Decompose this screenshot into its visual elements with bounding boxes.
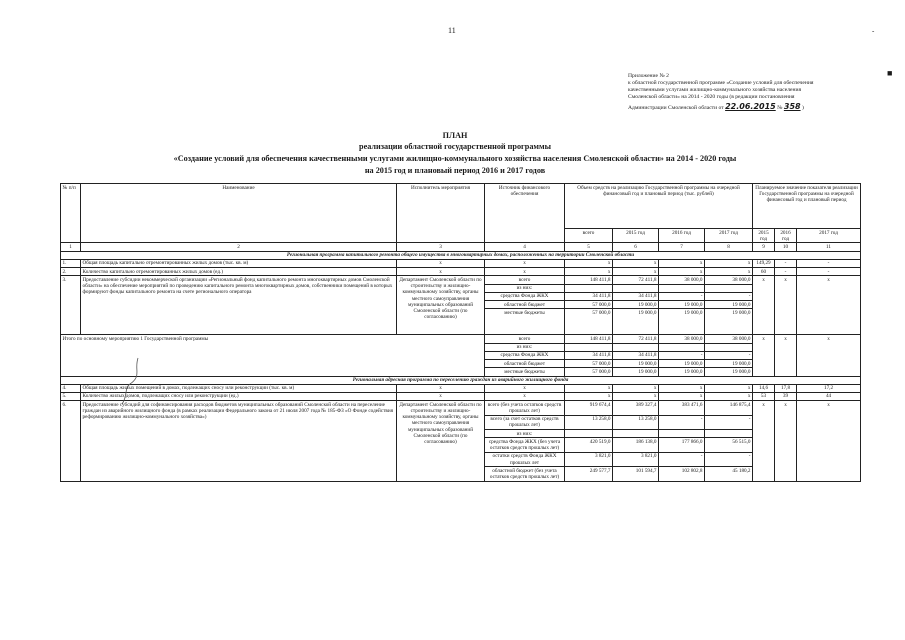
total-row: средства Фонда ЖКХ 34 411,8 34 411,8 - -	[61, 351, 861, 359]
table-row: областной бюджет 57 000,0 19 000,0 19 000,0 19 000,0	[61, 301, 861, 309]
total-row: из них:	[61, 343, 861, 351]
annex-line: Смоленской области» на 2014 - 2020 годы (в редакции постановления	[628, 94, 795, 101]
table-row: местные бюджеты 57 000,0 19 000,0 19 000,0 19 000,0	[61, 309, 861, 335]
doc-subtitle: реализации областной государственной программы	[359, 142, 551, 151]
annex-title: Приложение № 2	[628, 73, 669, 79]
table-row: 4. Общая площадь жилых помещений в домах, подлежащих сносу или реконструкции (тыс. кв. м) х х х х х х 14,6 17,8 17,2	[61, 384, 861, 392]
annex-line: к областной государственной программе «Создание условий для обеспечения	[628, 80, 814, 87]
table-row: всего (за счет остатков средств прошлых лет) 13 258,0 13 258,0 - -	[61, 415, 861, 429]
plan-period: на 2015 год и плановый период 2016 и 2017 годов	[364, 166, 546, 175]
table-row: остатки средств Фонда ЖКХ прошлых лет 3 821,0 3 821,0 - -	[61, 452, 861, 466]
table-row: областной бюджет (без учета остатков средств прошлых лет) 249 577,7 101 594,7 102 802,8 45 180,2	[61, 467, 861, 481]
annex-header	[628, 73, 890, 112]
doc-title: ПЛАН	[442, 131, 468, 140]
total-row: Итого по основному мероприятию 1 Государственной программы всего 148 411,8 72 411,8 38 000,0 38 000,0 х х х	[61, 335, 861, 343]
table-row: средства Фонда ЖКХ 34 411,8 34 411,8 - -	[61, 292, 861, 300]
total-row: местные бюджеты 57 000,0 19 000,0 19 000,0 19 000,0	[61, 368, 861, 376]
table-row: 5. Количество жилых домов, подлежащих сносу или реконструкции (ед.) х х х х х х 53 39 44	[61, 392, 861, 400]
section-heading: Региональная программа капитального ремонта общего имущества в многоквартирных домах, расположенных на территории Смоленской области	[61, 251, 861, 259]
header-row: № п/п Наименование Исполнитель мероприятия Источник финансового обеспечения Объем средств на реализацию Государственной программы на очередной финансовый год и плановый период (тыс. рублей) Планируемое значение показателя реализации Государственной программы на очередной финансовый год и плановый период	[61, 184, 861, 229]
annex-line: качественными услугами жилищно-коммунального хозяйства населения	[628, 87, 802, 94]
plan-table	[60, 183, 861, 482]
corner-mark: ■	[887, 68, 893, 78]
table-row: 3. Предоставление субсидии некоммерческой организации «Региональный фонд капитального ремонта многоквартирных домов Смоленской области» на обеспечение мероприятий по проведению капитального ремонта многоквартирных домов, собственники помещений в которых формируют фонды капитального ремонта на счете регионального оператора Департамент Смоленской области по строительству и жилищно-коммунальному хозяйству, органы местного самоуправления муниципальных образований Смоленской области (по согласованию) всего 148 411,8 72 411,8 38 000,0 38 000,0 х х х	[61, 276, 861, 284]
table-row: из них:	[61, 284, 861, 292]
table-row: 2. Количество капитально отремонтированных жилых домов (ед.) х х х х х х 60 - -	[61, 268, 861, 276]
pen-stroke-mark	[116, 356, 146, 406]
margin-tick: -	[872, 27, 875, 35]
annex-line: Администрации Смоленской области от 22.06.2015 № 358 )	[628, 101, 804, 111]
table-row: средства Фонда ЖКХ (без учета остатков средств прошлых лет) 420 519,0 186 138,0 177 866,0 56 515,0	[61, 438, 861, 452]
section-heading: Региональная адресная программа по переселению граждан из аварийного жилищного фонда	[61, 376, 861, 384]
program-name: «Создание условий для обеспечения качественными услугами жилищно-коммунального хозяйства населения Смоленской области» на 2014 - 2020 годы	[173, 154, 737, 163]
table-row: 6. Предоставление субсидий для софинансирования расходов бюджетов муниципальных образований Смоленской области на переселение граждан из аварийного жилищного фонда (в рамках реализации Федерального закона от 21 июля 2007 года № 185-ФЗ «О Фонде содействия реформированию жилищно-коммунального хозяйства») Департамент Смоленской области по строительству и жилищно-коммунальному хозяйству, органы местного самоуправления муниципальных образований Смоленской области (по согласованию) всего (без учета остатков средств прошлых лет) 919 674,4 389 327,4 383 471,6 146 875,4 х х х	[61, 401, 861, 415]
header-subrow: всего 2015 год 2016 год 2017 год 2015 год 2016 год 2017 год	[61, 229, 861, 243]
handwritten-number: 358	[783, 101, 801, 111]
table-row: 1. Общая площадь капитально отремонтированных жилых домов (тыс. кв. м) х х х х х х 149,29 - -	[61, 259, 861, 267]
page-number: 11	[448, 26, 456, 35]
total-row: областной бюджет 57 000,0 19 000,0 19 000,0 19 000,0	[61, 360, 861, 368]
handwritten-date: 22.06.2015	[725, 101, 776, 111]
table-row: из них:	[61, 430, 861, 438]
column-numbers-row: 1 2 3 4 5 6 7 8 9 10 11	[61, 243, 861, 251]
